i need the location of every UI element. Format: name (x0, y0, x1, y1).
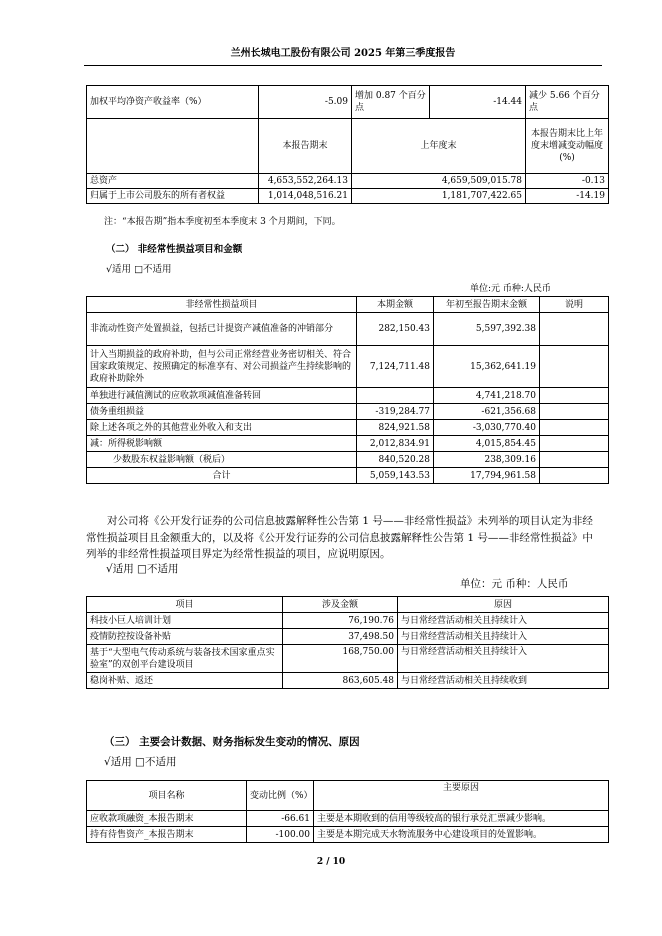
table-header-row: 项目 涉及金额 原因 (87, 597, 609, 613)
page-number: 2 / 10 (316, 857, 346, 867)
table-row: 少数股东权益影响额（税后） 840,520.28 238,309.16 (87, 452, 609, 468)
col-prior-year-end: 上年度末 (352, 119, 526, 174)
table-row: 归属于上市公司股东的所有者权益 1,014,048,516.21 1,181,707,422.65 -14.19 (87, 189, 609, 204)
table-header-row: 项目名称 变动比例（%） 主要原因 (87, 781, 609, 811)
roe-change: 增加 0.87 个百分点 (352, 86, 430, 119)
table-row: 单独进行减值测试的应收款项减值准备转回 4,741,218.70 (87, 388, 609, 404)
non-recurring-table (86, 296, 609, 484)
table-row: 减：所得税影响额 2,012,834.91 4,015,854.45 (87, 436, 609, 452)
table-row: 持有待售资产_本报告期末 -100.00 主要是本期完成天水物流服务中心建设项目的处置影响。 (87, 827, 609, 843)
table-header-row (87, 119, 609, 174)
section-heading-2: （二） 非经常性损益项目和金额 (106, 244, 243, 255)
table-row: 债务重组损益 -319,284.77 -621,356.68 (87, 404, 609, 420)
applicable-checkbox-2: √适用 □不适用 (106, 563, 179, 575)
table-row: 基于“大型电气传动系统与装备技术国家重点实验室”的双创平台建设项目 168,750.00 与日常经营活动相关且持续计入 (87, 645, 609, 673)
table-note: 注：“本报告期”指本季度初至本季度末 3 个月期间，下同。 (104, 217, 341, 227)
applicable-checkbox-3: √适用 □不适用 (104, 756, 177, 768)
table-row: 总资产 4,653,552,264.13 4,659,509,015.78 -0.13 (87, 174, 609, 189)
table-row: 非流动性资产处置损益，包括已计提资产减值准备的冲销部分 282,150.43 5,597,392.38 (87, 313, 609, 346)
explanation-paragraph: 对公司将《公开发行证券的公司信息披露解释性公告第 1 号——非经常性损益》未列举的项目认定为非经常性损益项目且金额重大的，以及将《公开发行证券的公司信息披露解释性公告第 1 号——非经常性损益》中列举的非经常性损益项目界定为经常性损益的项目，应说明原因。 (86, 515, 593, 560)
unit-label-2: 单位：元 币种：人民币 (460, 578, 569, 590)
unit-label: 单位:元 币种:人民币 (470, 284, 551, 294)
report-header: 兰州长城电工股份有限公司 2025 年第三季度报告 (84, 44, 602, 66)
roe-change-2: 减少 5.66 个百分点 (526, 86, 609, 119)
roe-current: -5.09 (259, 86, 352, 119)
key-data-table (86, 85, 609, 204)
non-recurring-detail-table (86, 596, 609, 689)
table-row: 科技小巨人培训计划 76,190.76 与日常经营活动相关且持续计入 (87, 613, 609, 629)
table-row: 疫情防控按设备补贴 37,498.50 与日常经营活动相关且持续计入 (87, 629, 609, 645)
col-period-end: 本报告期末 (259, 119, 352, 174)
table-row: 稳岗补贴、返还 863,605.48 与日常经营活动相关且持续收到 (87, 673, 609, 689)
applicable-checkbox: √适用 □不适用 (106, 264, 172, 275)
table-total-row: 合计 5,059,143.53 17,794,961.58 (87, 468, 609, 484)
table-row (87, 86, 609, 119)
roe-label: 加权平均净资产收益率（%） (87, 86, 259, 119)
col-change-pct: 本报告期末比上年度末增减变动幅度(%) (526, 119, 609, 174)
section-heading-3: （三） 主要会计数据、财务指标发生变动的情况、原因 (104, 736, 360, 748)
table-row: 计入当期损益的政府补助，但与公司正常经营业务密切相关、符合国家政策规定、按照确定的标准享有、对公司损益产生持续影响的政府补助除外 7,124,711.48 15,362,641.19 (87, 346, 609, 388)
table-row: 应收款项融资_本报告期末 -66.61 主要是本期收到的信用等级较高的银行承兑汇票减少影响。 (87, 811, 609, 827)
change-reasons-table (86, 780, 609, 843)
roe-prior: -14.44 (430, 86, 526, 119)
table-row: 除上述各项之外的其他营业外收入和支出 824,921.58 -3,030,770.40 (87, 420, 609, 436)
table-header-row: 非经常性损益项目 本期金额 年初至报告期末金额 说明 (87, 297, 609, 313)
